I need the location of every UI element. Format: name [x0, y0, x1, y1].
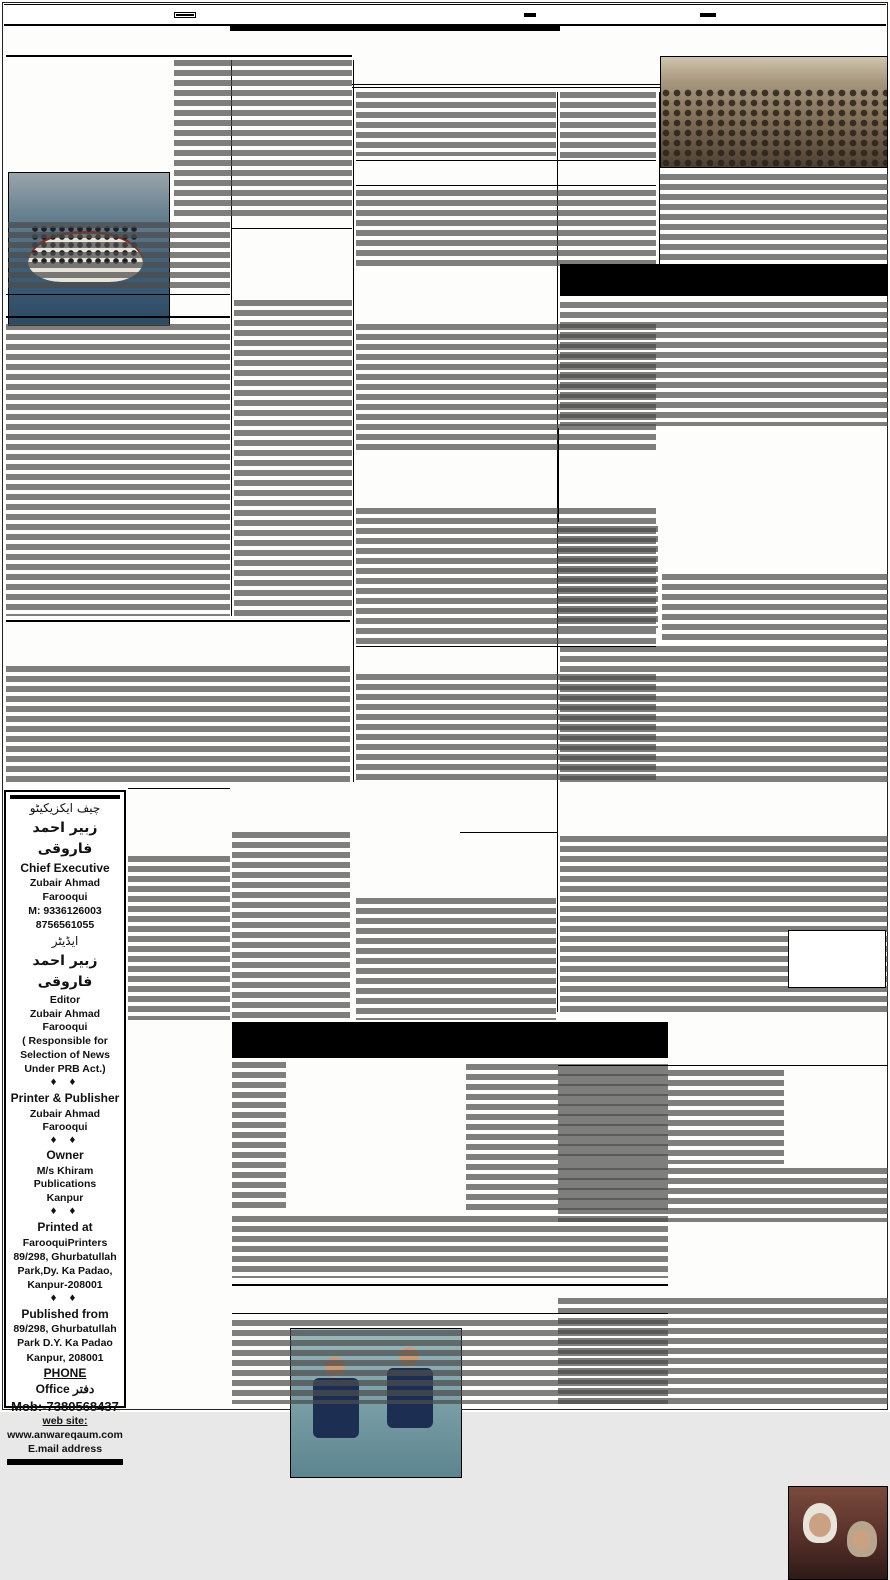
- article-body-text: [356, 92, 556, 156]
- sidebar-line: ♦ ♦: [49, 1294, 81, 1305]
- ecuador-headline: [600, 514, 888, 570]
- sidebar-line: Kanpur, 208001: [26, 1351, 104, 1364]
- sidebar-line: FarooquiPrinters: [22, 1236, 108, 1249]
- sidebar-line: Printer & Publisher: [10, 1091, 120, 1106]
- masthead-logo: [10, 795, 120, 799]
- sidebar-line: Printed at: [37, 1220, 93, 1235]
- crowd-texture: [661, 88, 887, 167]
- sidebar-line: Selection of News: [20, 1049, 110, 1062]
- article-body-text: [356, 674, 656, 780]
- article-body-text: [558, 1168, 888, 1222]
- sidebar-line: 89/298, Ghurbatullah: [13, 1323, 117, 1336]
- sidebar-line: Under PRB Act.): [24, 1063, 106, 1076]
- britain-headline: [356, 270, 656, 320]
- sidebar-line: Kanpur: [46, 1192, 84, 1205]
- face-shape: [809, 1513, 831, 1537]
- email-address[interactable]: [7, 1459, 123, 1465]
- article-body-text: [234, 300, 352, 616]
- sidebar-line: زبیر احمد فاروقی: [32, 819, 98, 857]
- sidebar-line: ایڈیٹر: [51, 933, 79, 948]
- women-photo: [788, 1486, 888, 1580]
- article-body-text: [232, 1318, 668, 1404]
- sidebar-line: Kanpur-208001: [27, 1279, 103, 1291]
- sidebar-line: Zubair Ahmad Farooqui: [29, 1107, 101, 1133]
- sidebar-line: Owner: [46, 1148, 84, 1163]
- sidebar-line: Park,Dy. Ka Padao,: [17, 1264, 113, 1277]
- article-body-text: [560, 92, 656, 158]
- article-body-text: [660, 172, 888, 260]
- bahrain-headline: [344, 784, 888, 830]
- sidebar-line: Chief Executive: [20, 860, 110, 875]
- section-title: [174, 12, 196, 18]
- iraq-cyber-headline: [558, 1226, 888, 1246]
- article-body-text: [6, 322, 230, 616]
- publisher-sidebar: [4, 790, 126, 1456]
- sidebar-line: 89/298, Ghurbatullah: [13, 1250, 117, 1263]
- sidebar-line: زبیر احمد فاروقی: [32, 952, 98, 990]
- article-body-text: [232, 1062, 286, 1212]
- kyrgyzstan-headline: [6, 294, 230, 318]
- bahrain-figures: [788, 930, 886, 988]
- sidebar-masthead: [8, 795, 122, 799]
- website-link[interactable]: [524, 13, 536, 17]
- saudi-qatar-headline: [232, 228, 352, 296]
- article-body-text: [662, 572, 888, 642]
- article-body-text: [128, 854, 230, 1020]
- article-body-text: [356, 898, 556, 1020]
- sidebar-line: Editor: [49, 993, 81, 1006]
- article-body-text: [232, 832, 350, 1020]
- yemen-headline: [460, 832, 558, 894]
- gambia-headline: [6, 30, 352, 57]
- saudi-fuel-headline: [356, 646, 656, 672]
- article-body-text: [356, 190, 656, 266]
- sidebar-line: E.mail address: [27, 1443, 103, 1456]
- column-rule: [353, 60, 354, 782]
- article-body-text: [8, 220, 230, 290]
- sidebar-line: PHONE: [43, 1365, 87, 1380]
- sidebar-line: ♦ ♦: [49, 1207, 81, 1218]
- sidebar-line: Published from: [21, 1306, 109, 1321]
- article-body-text: [558, 1070, 784, 1164]
- article-body-text: [6, 664, 350, 782]
- libya-headline: [6, 620, 350, 660]
- sidebar-line: ♦ ♦: [49, 1078, 81, 1089]
- sidebar-line: www.anwareqaum.com: [7, 1429, 123, 1441]
- pak-women-headline: [558, 1014, 888, 1066]
- sidebar-line: M/s Khiram Publications: [33, 1165, 97, 1191]
- section-title-urdu: [700, 13, 716, 17]
- mamdani-headline: [356, 160, 656, 186]
- article-body-text: [174, 60, 352, 218]
- sidebar-line: M: 9336126003: [28, 904, 102, 917]
- venezuela-headline: [128, 788, 230, 850]
- page-header: [4, 4, 886, 26]
- sidebar-line: 8756561055: [35, 918, 95, 931]
- sidebar-line: ♦ ♦: [49, 1135, 81, 1146]
- sidebar-line: Zubair Ahmad Farooqui: [29, 1007, 101, 1033]
- sidebar-line: Office دفتر: [35, 1382, 95, 1397]
- quran-oath-headline: [558, 428, 658, 522]
- sidebar-line: ( Responsible for: [22, 1035, 108, 1048]
- sidebar-line: چیف ایکزیکیٹو: [29, 801, 101, 815]
- iran-protest-photo: [660, 56, 888, 168]
- sidebar-line: Mob:-7380568437: [11, 1398, 119, 1414]
- measles-headline: [232, 1284, 668, 1314]
- sidebar-lines: [8, 800, 122, 1456]
- sidebar-line: web site:: [42, 1414, 88, 1427]
- sidebar-line: Zubair Ahmad Farooqui: [29, 877, 101, 903]
- face-shape: [852, 1529, 871, 1550]
- sidebar-line: Park D.Y. Ka Padao: [17, 1337, 113, 1350]
